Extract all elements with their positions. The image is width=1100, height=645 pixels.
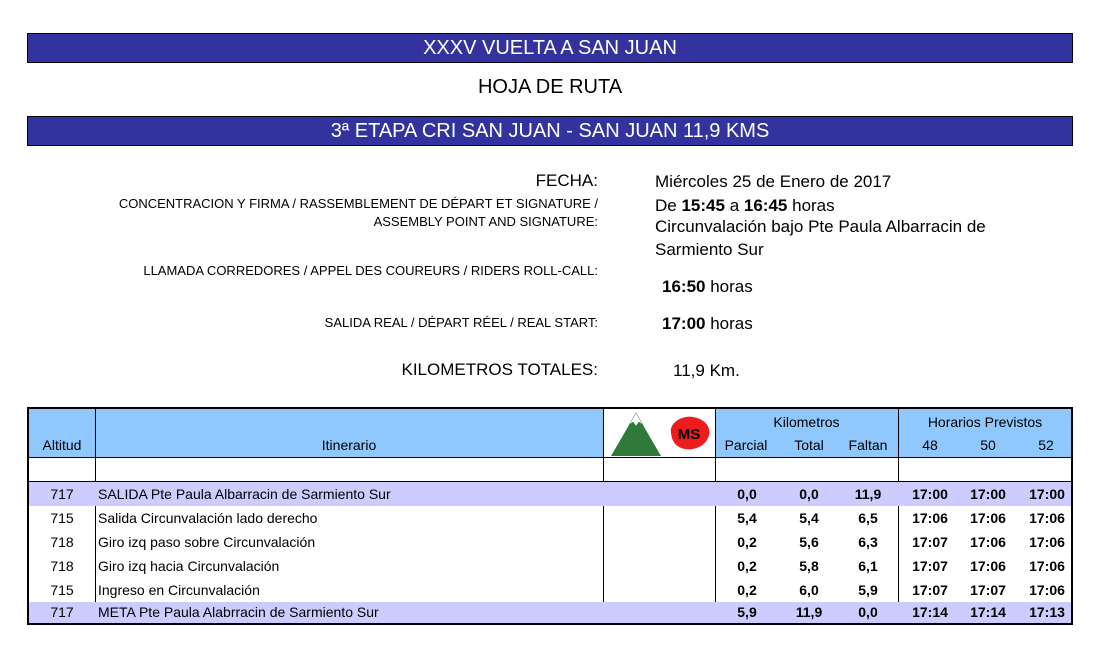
stage-title-bar: [27, 116, 1073, 146]
salida-time: 17:00: [662, 314, 706, 333]
table-row: [29, 482, 1071, 506]
km-unit: Km.: [709, 361, 740, 380]
cell-parcial: 0,2: [737, 582, 757, 598]
cell-h50: 17:00: [970, 486, 1006, 502]
cell-itinerario: META Pte Paula Alabrracin de Sarmiento Sur: [98, 604, 379, 620]
cell-h52: 17:06: [1029, 558, 1065, 574]
cell-h50: 17:07: [970, 582, 1006, 598]
cell-h52: 17:00: [1029, 486, 1065, 502]
cell-itinerario: Giro izq paso sobre Circunvalación: [98, 534, 316, 550]
cell-altitud: 715: [50, 582, 74, 598]
header-h52: 52: [1038, 437, 1054, 453]
cell-h52: 17:13: [1029, 604, 1065, 620]
concentracion-place-1: Circunvalación bajo Pte Paula Albarracin de: [655, 217, 986, 236]
cell-h48: 17:07: [912, 534, 948, 550]
cell-itinerario: Salida Circunvalación lado derecho: [98, 510, 318, 526]
ms-badge-icon: [665, 413, 713, 453]
cell-h52: 17:06: [1029, 582, 1065, 598]
cell-faltan: 11,9: [854, 486, 882, 502]
fecha-value: Miércoles 25 de Enero de 2017: [655, 172, 892, 191]
km-value: [673, 360, 740, 382]
cell-altitud: 717: [50, 604, 74, 620]
salida-value: [662, 313, 753, 335]
cell-faltan: 5,9: [858, 582, 878, 598]
cell-altitud: 717: [50, 486, 74, 502]
fecha-label: FECHA:: [535, 171, 598, 190]
cell-faltan: 6,1: [858, 558, 878, 574]
cell-altitud: 718: [50, 534, 74, 550]
cell-h52: 17:06: [1029, 510, 1065, 526]
cell-itinerario: Ingreso en Circunvalación: [98, 582, 260, 598]
ms-badge-text: MS: [677, 426, 701, 443]
event-title: XXXV VUELTA A SAN JUAN: [423, 37, 677, 59]
header-altitud: Altitud: [42, 437, 82, 453]
cell-parcial: 0,2: [737, 534, 757, 550]
concentracion-label-1: CONCENTRACION Y FIRMA / RASSEMBLEMENT DE DÉPART ET SIGNATURE /: [118, 196, 598, 211]
cell-faltan: 6,5: [858, 510, 878, 526]
cell-h48: 17:00: [912, 486, 948, 502]
concentracion-to: 16:45: [743, 196, 788, 215]
concentracion-time: [655, 195, 835, 217]
header-divider: [29, 457, 1071, 458]
header-total: Total: [794, 437, 824, 453]
llamada-label: LLAMADA CORREDORES / APPEL DES COUREURS / RIDERS ROLL-CALL:: [143, 263, 598, 278]
table-row: [29, 554, 1071, 578]
cell-parcial: 0,0: [737, 486, 757, 502]
cell-total: 5,4: [799, 510, 819, 526]
cell-total: 5,6: [799, 534, 819, 550]
cell-h50: 17:06: [970, 534, 1006, 550]
header-h48: 48: [922, 437, 938, 453]
cell-altitud: 718: [50, 558, 74, 574]
header-faltan: Faltan: [848, 437, 888, 453]
km-number: 11,9: [673, 361, 705, 380]
cell-total: 6,0: [799, 582, 819, 598]
cell-faltan: 0,0: [858, 604, 878, 620]
header-horarios: Horarios Previstos: [927, 414, 1043, 430]
cell-h48: 17:07: [912, 558, 948, 574]
table-row: [29, 578, 1071, 602]
concentracion-a: a: [729, 196, 740, 215]
cell-h50: 17:06: [970, 558, 1006, 574]
stage-title: 3ª ETAPA CRI SAN JUAN - SAN JUAN 11,9 KMS: [330, 120, 770, 142]
cell-h50: 17:14: [970, 604, 1006, 620]
salida-horas: horas: [710, 314, 753, 333]
route-table: [27, 407, 1073, 625]
table-row: [29, 602, 1071, 623]
cell-itinerario: SALIDA Pte Paula Albarracin de Sarmiento Sur: [98, 486, 391, 502]
cell-parcial: 5,4: [737, 510, 757, 526]
cell-itinerario: Giro izq hacia Circunvalación: [98, 558, 280, 574]
cell-h48: 17:07: [912, 582, 948, 598]
header-kilometros: Kilometros: [773, 414, 840, 430]
salida-label: SALIDA REAL / DÉPART RÉEL / REAL START:: [324, 315, 598, 330]
concentracion-de: De: [655, 196, 677, 215]
table-row: [29, 506, 1071, 530]
table-row: [29, 530, 1071, 554]
km-label: KILOMETROS TOTALES:: [401, 360, 598, 379]
cell-h48: 17:06: [912, 510, 948, 526]
cell-parcial: 5,9: [737, 604, 757, 620]
cell-faltan: 6,3: [858, 534, 878, 550]
cell-h48: 17:14: [912, 604, 948, 620]
event-title-bar: [27, 33, 1073, 63]
concentracion-horas: horas: [792, 196, 835, 215]
cell-h52: 17:06: [1029, 534, 1065, 550]
header-h50: 50: [980, 437, 996, 453]
llamada-horas: horas: [710, 277, 753, 296]
concentracion-label-2: ASSEMBLY POINT AND SIGNATURE:: [373, 214, 598, 229]
page-subtitle: HOJA DE RUTA: [477, 76, 623, 98]
header-itinerario: Itinerario: [321, 437, 377, 453]
cell-total: 5,8: [799, 558, 819, 574]
cell-total: 0,0: [799, 486, 819, 502]
concentracion-place-2: Sarmiento Sur: [655, 240, 764, 259]
concentracion-from: 15:45: [681, 196, 725, 215]
cell-total: 11,9: [795, 604, 823, 620]
llamada-value: [662, 276, 753, 298]
cell-h50: 17:06: [970, 510, 1006, 526]
header-parcial: Parcial: [724, 437, 768, 453]
cell-altitud: 715: [50, 510, 74, 526]
cell-parcial: 0,2: [737, 558, 757, 574]
llamada-time: 16:50: [662, 277, 706, 296]
mountain-icon: [609, 409, 663, 457]
